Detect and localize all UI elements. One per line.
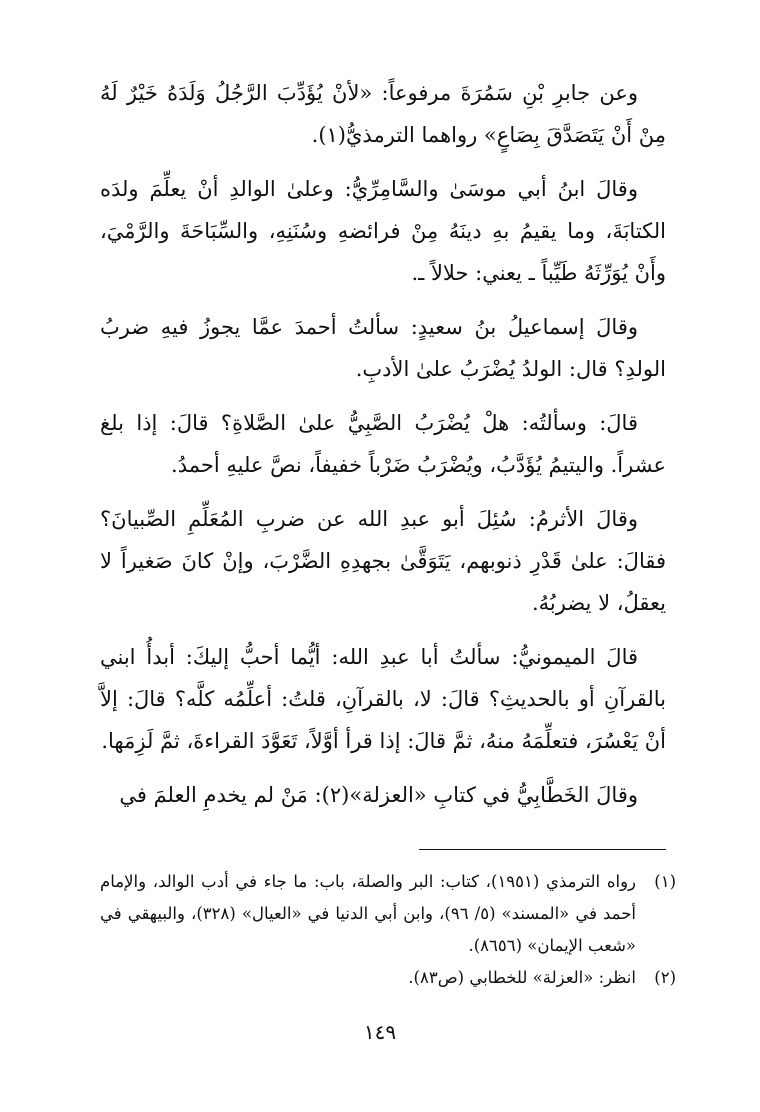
paragraph-3: وقالَ إسماعيلُ بنُ سعيدٍ: سألتُ أحمدَ عمَّا يجوزُ فيهِ ضربُ الولدِ؟ قال: الولدُ يُضْرَبُ علىٰ الأدبِ.: [100, 315, 666, 381]
page-number: ١٤٩: [363, 1020, 397, 1044]
footnote-text: رواه الترمذي (١٩٥١)، كتاب: البر والصلة، باب: ما جاء في أدب الوالد، والإمام أحمد في «المسند» (٥/ ٩٦)، وابن أبي الدنيا في «العيال» (٣٢٨)، والبيهقي في «شعب الإيمان» (٨٦٥٦).: [100, 872, 637, 955]
paragraph-4: قالَ: وسألتُه: هلْ يُضْرَبُ الصَّبِيُّ علىٰ الصَّلاةِ؟ قالَ: إذا بلغ عشراً. واليتيمُ يُؤَدَّبُ، ويُضْرَبُ ضَرْباً خفيفاً، نصَّ عليهِ أحمدُ.: [100, 411, 666, 477]
footnote-separator: [419, 849, 666, 850]
paragraph-2: وقالَ ابنُ أبي موسَىٰ والسَّامِرِّيُّ: وعلىٰ الوالدِ أنْ يعلِّمَ ولدَه الكتابَةَ، وما يقيمُ بهِ دينَهُ مِنْ فرائضهِ وسُنَنِهِ، والسِّبَاحَةَ والرَّمْيَ، وأَنْ يُوَرِّثَهُ طَيِّباً ـ يعني: حلالاً ـ.: [100, 177, 666, 285]
main-text: [100, 72, 666, 828]
paragraph-1: وعن جابرِ بْنِ سَمُرَةَ مرفوعاً: «لأنْ يُؤَدِّبَ الرَّجُلُ وَلَدَهُ خَيْرٌ لَهُ مِنْ أَنْ يَتَصَدَّقَ بِصَاعٍ» رواهما الترمذيُّ(١).: [100, 81, 666, 147]
footnote-2: [100, 962, 676, 994]
paragraph-5: وقالَ الأثرمُ: سُئِلَ أبو عبدِ الله عن ضربِ المُعَلِّمِ الصِّبيانَ؟ فقالَ: علىٰ قَدْرِ ذنوبهم، يَتَوَقَّىٰ بجهدِهِ الضَّرْبَ، وإنْ كانَ صَغيراً لا يعقلُ، لا يضربُهُ.: [100, 507, 666, 615]
footnote-1: [100, 866, 676, 962]
paragraph-6: قالَ الميمونيُّ: سألتُ أبا عبدِ الله: أيُّما أحبُّ إليكَ: أبدأُ ابني بالقرآنِ أو بالحديثِ؟ قالَ: لا، بالقرآنِ، قلتُ: أعلِّمُه كلَّه؟ قالَ: إلاَّ أنْ يَعْسُرَ، فتعلِّمَهُ منهُ، ثمَّ قالَ: إذا قرأ أوَّلاً، تَعَوَّدَ القراءةَ، ثمَّ لَزِمَها.: [100, 645, 666, 753]
footnotes: [100, 866, 676, 994]
footnote-text: انظر: «العزلة» للخطابي (ص٨٣).: [408, 968, 636, 987]
footnote-number: (١): [654, 872, 676, 891]
footnote-number: (٢): [654, 968, 676, 987]
paragraph-7: وقالَ الخَطَّابِيُّ في كتابِ «العزلة»(٢): مَنْ لم يخدمِ العلمَ في: [119, 783, 638, 807]
